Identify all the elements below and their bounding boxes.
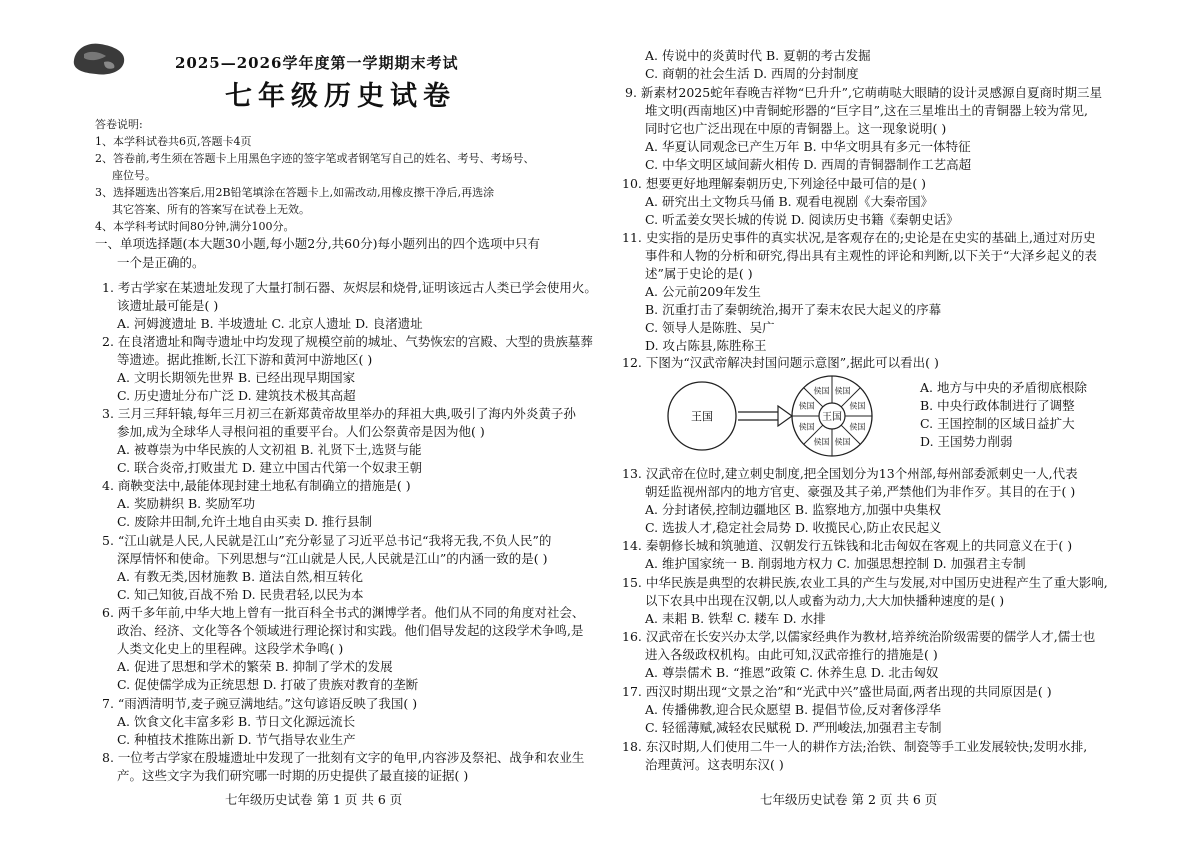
question-line: 7. “雨洒清明节,麦子豌豆满地结。”这句谚语反映了我国( ) <box>102 696 418 711</box>
question-line: 2. 在良渚遗址和陶寺遗址中均发现了规模空前的城址、气势恢宏的宫殿、大型的贵族墓葬 <box>102 334 593 349</box>
ring-label-houguo: 侯国 <box>798 401 815 411</box>
option-line: C. 听孟姜女哭长城的传说 D. 阅读历史书籍《秦朝史话》 <box>645 212 959 227</box>
option-line: A. 被尊崇为中华民族的人文初祖 B. 礼贤下士,选贤与能 <box>117 442 422 457</box>
exam-year-title: 2025—2026学年度第一学期期末考试 <box>175 54 459 72</box>
instruction-line: 2、答卷前,考生须在答题卡上用黑色字迹的签字笔或者钢笔写自己的姓名、考号、考场号、 <box>95 152 535 165</box>
option-line: C. 领导人是陈胜、吴广 <box>645 320 775 335</box>
question-line: 9. 新素材2025蛇年春晚吉祥物“巳升升”,它萌萌哒大眼睛的设计灵感源自夏商时期三星 <box>625 85 1102 100</box>
option-line: A. 尊崇儒术 B. “推恩”政策 C. 休养生息 D. 北击匈奴 <box>645 665 939 680</box>
option-line: C. 商朝的社会生活 D. 西周的分封制度 <box>645 66 859 81</box>
instruction-line: 1、本学科试卷共6页,答题卡4页 <box>95 135 252 148</box>
question-line: 等遗迹。据此推断,长江下游和黄河中游地区( ) <box>117 352 373 367</box>
option-line: B. 沉重打击了秦朝统治,揭开了秦末农民大起义的序幕 <box>645 302 942 317</box>
q12-option: C. 王国控制的区域日益扩大 <box>920 416 1075 431</box>
question-line: 17. 西汉时期出现“文景之治”和“光武中兴”盛世局面,两者出现的共同原因是( ) <box>622 684 1052 699</box>
option-line: C. 促使儒学成为正统思想 D. 打破了贵族对教育的垄断 <box>117 677 419 692</box>
option-line: A. 公元前209年发生 <box>645 284 761 299</box>
option-line: A. 华夏认同观念已产生万年 B. 中华文明具有多元一体特征 <box>645 139 971 154</box>
instruction-line: 其它答案、所有的答案写在试卷上无效。 <box>112 203 310 216</box>
question-line: 6. 两千多年前,中华大地上曾有一批百科全书式的渊博学者。他们从不同的角度对社会、 <box>102 605 585 620</box>
option-line: C. 选拔人才,稳定社会局势 D. 收揽民心,防止农民起义 <box>645 520 942 535</box>
q12-option: B. 中央行政体制进行了调整 <box>920 398 1075 413</box>
question-line: 事件和人物的分析和研究,得出具有主观性的评论和判断,以下关于“大泽乡起义的表 <box>645 248 1097 263</box>
question-line: 15. 中华民族是典型的农耕民族,农业工具的产生与发展,对中国历史进程产生了重大影响, <box>622 575 1108 590</box>
diagram-big-label: 王国 <box>691 410 713 423</box>
question-line: 产。这些文字为我们研究哪一时期的历史提供了最直接的证据( ) <box>117 768 469 783</box>
question-line: 人类文化史上的里程碑。这段学术争鸣( ) <box>117 641 344 656</box>
diagram-center-label: 王国 <box>822 412 842 423</box>
question-line: 政治、经济、文化等各个领域进行理论探讨和实践。他们倡导发起的这段学术争鸣,是 <box>117 623 584 638</box>
option-line: A. 有教无类,因材施教 B. 道法自然,相互转化 <box>117 569 364 584</box>
ring-label-houguo: 侯国 <box>798 422 815 432</box>
question-line: 14. 秦朝修长城和筑驰道、汉朝发行五铢钱和北击匈奴在客观上的共同意义在于( ) <box>622 538 1073 553</box>
option-line: C. 轻徭薄赋,减轻农民赋税 D. 严刑峻法,加强君主专制 <box>645 720 942 735</box>
option-line: A. 饮食文化丰富多彩 B. 节日文化源远流长 <box>117 714 356 729</box>
question-line: 治理黄河。这表明东汉( ) <box>645 757 784 772</box>
option-line: A. 研究出土文物兵马俑 B. 观看电视剧《大秦帝国》 <box>645 194 934 209</box>
question-line: 深厚情怀和使命。下列思想与“江山就是人民,人民就是江山”的内涵一致的是( ) <box>117 551 548 566</box>
instructions-heading: 答卷说明: <box>95 118 143 131</box>
exam-main-title: 七年级历史试卷 <box>225 81 456 112</box>
option-line: C. 知己知彼,百战不殆 D. 民贵君轻,以民为本 <box>117 587 364 602</box>
exam-page-2 <box>600 0 1200 849</box>
question-line: 以下农具中出现在汉朝,以人或畜为动力,大大加快播种速度的是( ) <box>645 593 1005 608</box>
instruction-line: 座位号。 <box>112 169 156 182</box>
option-line: D. 攻占陈县,陈胜称王 <box>645 338 767 353</box>
option-line: A. 传播佛教,迎合民众愿望 B. 提倡节俭,反对奢侈浮华 <box>645 702 942 717</box>
question-line: 进入各级政权机构。由此可知,汉武帝推行的措施是( ) <box>645 647 938 662</box>
question-line: 12. 下图为“汉武帝解决封国问题示意图”,据此可以看出( ) <box>622 355 939 370</box>
question-line: 11. 史实指的是历史事件的真实状况,是客观存在的;史论是在史实的基础上,通过对历史 <box>622 230 1096 245</box>
question-line: 堆文明(西南地区)中青铜蛇形器的“巨字目”,这在三星堆出土的青铜器上较为常见, <box>645 103 1088 118</box>
ring-label-houguo: 侯国 <box>834 437 851 447</box>
question-line: 18. 东汉时期,人们使用二牛一人的耕作方法;治铁、制瓷等手工业发展较快;发明水排, <box>622 739 1088 754</box>
question-line: 5. “江山就是人民,人民就是江山”充分彰显了习近平总书记“我将无我,不负人民”的 <box>102 533 552 548</box>
question-line: 13. 汉武帝在位时,建立刺史制度,把全国划分为13个州部,每州部委派刺史一人,代表 <box>622 466 1078 481</box>
q12-option: A. 地方与中央的矛盾彻底根除 <box>920 380 1087 395</box>
question-line: 同时它也广泛出现在中原的青铜器上。这一现象说明( ) <box>645 121 947 136</box>
q12-option: D. 王国势力削弱 <box>920 434 1013 449</box>
question-line: 3. 三月三拜轩辕,每年三月初三在新郑黄帝故里举办的拜祖大典,吸引了海内外炎黄子孙 <box>102 406 576 421</box>
ring-label-houguo: 侯国 <box>849 422 866 432</box>
option-line: A. 传说中的炎黄时代 B. 夏朝的考古发掘 <box>645 48 871 63</box>
instruction-line: 3、选择题选出答案后,用2B铅笔填涂在答题卡上,如需改动,用橡皮擦干净后,再选涂 <box>95 186 495 199</box>
question-line: 该遗址最可能是( ) <box>117 298 219 313</box>
option-line: A. 奖励耕织 B. 奖励军功 <box>117 496 256 511</box>
question-line: 8. 一位考古学家在殷墟遗址中发现了一批刻有文字的龟甲,内容涉及祭祀、战争和农业生 <box>102 750 585 765</box>
section-heading-cont: 一个是正确的。 <box>117 255 205 270</box>
option-line: C. 联合炎帝,打败蚩尤 D. 建立中国古代第一个奴隶王朝 <box>117 460 423 475</box>
option-line: A. 耒耜 B. 铁犁 C. 耧车 D. 水排 <box>645 611 826 626</box>
option-line: A. 文明长期领先世界 B. 已经出现早期国家 <box>117 370 356 385</box>
option-line: A. 维护国家统一 B. 削弱地方权力 C. 加强思想控制 D. 加强君主专制 <box>645 556 1026 571</box>
option-line: A. 促进了思想和学术的繁荣 B. 抑制了学术的发展 <box>117 659 393 674</box>
ink-stamp-logo <box>70 40 128 78</box>
question-line: 4. 商鞅变法中,最能体现封建土地私有制确立的措施是( ) <box>102 478 411 493</box>
option-line: C. 种植技术推陈出新 D. 节气指导农业生产 <box>117 732 356 747</box>
page-footer: 七年级历史试卷 第 2 页 共 6 页 <box>760 792 938 807</box>
option-line: C. 中华文明区域间薪火相传 D. 西周的青铜器制作工艺高超 <box>645 157 972 172</box>
instruction-line: 4、本学科考试时间80分钟,满分100分。 <box>95 220 295 233</box>
question-line: 朝廷监视州部内的地方官吏、豪强及其子弟,严禁他们为非作歹。其目的在于( ) <box>645 484 1076 499</box>
question-line: 述”属于史论的是( ) <box>645 266 753 281</box>
question-line: 参加,成为全球华人寻根问祖的重要平台。人们公祭黄帝是因为他( ) <box>117 424 485 439</box>
section-heading: 一、单项选择题(本大题30小题,每小题2分,共60分)每小题列出的四个选项中只有 <box>95 236 540 251</box>
option-line: A. 河姆渡遗址 B. 半坡遗址 C. 北京人遗址 D. 良渚遗址 <box>117 316 423 331</box>
option-line: C. 废除井田制,允许土地自由买卖 D. 推行县制 <box>117 514 373 529</box>
question-line: 10. 想要更好地理解秦朝历史,下列途径中最可信的是( ) <box>622 176 927 191</box>
ring-label-houguo: 侯国 <box>834 386 851 396</box>
ring-label-houguo: 侯国 <box>813 437 830 447</box>
ring-label-houguo: 侯国 <box>849 401 866 411</box>
question-line: 16. 汉武帝在长安兴办太学,以儒家经典作为教材,培养统治阶级需要的儒学人才,儒士也 <box>622 629 1096 644</box>
page-footer: 七年级历史试卷 第 1 页 共 6 页 <box>225 792 403 807</box>
ring-label-houguo: 侯国 <box>813 386 830 396</box>
question-line: 1. 考古学家在某遗址发现了大量打制石器、灰烬层和烧骨,证明该远古人类已学会使用火。 <box>102 280 597 295</box>
option-line: A. 分封诸侯,控制边疆地区 B. 监察地方,加强中央集权 <box>645 502 942 517</box>
option-line: C. 历史遗址分布广泛 D. 建筑技术极其高超 <box>117 388 356 403</box>
